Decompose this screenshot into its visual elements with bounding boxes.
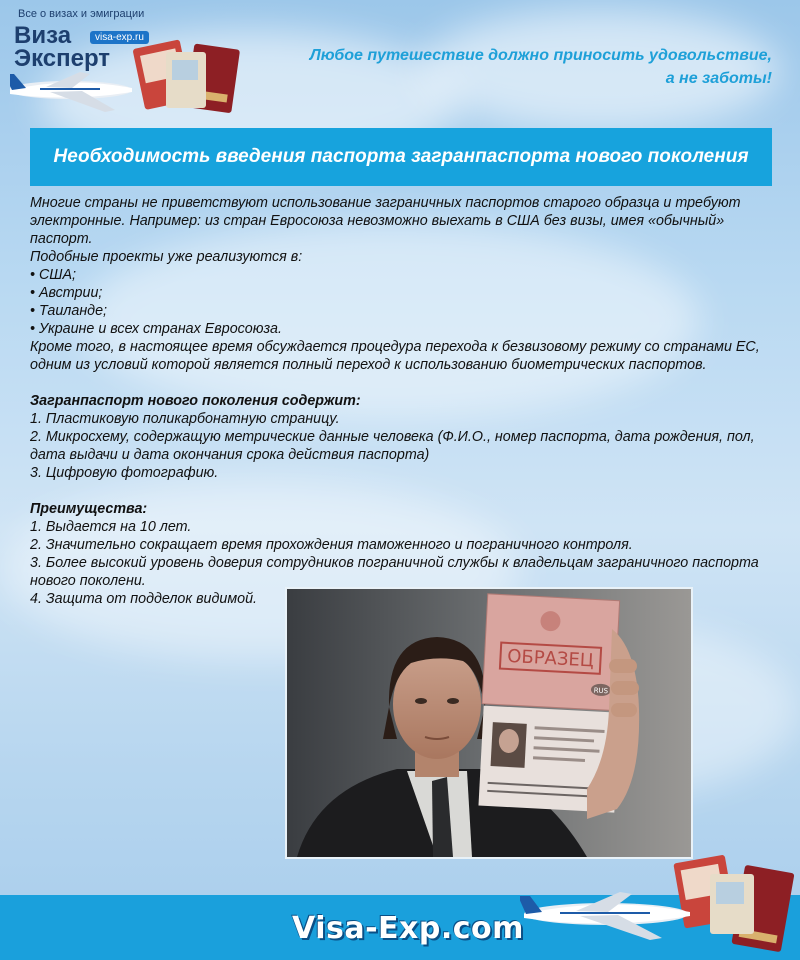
- article-body: [30, 194, 790, 608]
- logo-word-expert[interactable]: Эксперт: [14, 45, 111, 72]
- list-item: • Австрии;: [30, 285, 103, 301]
- article-title-bar: [30, 128, 772, 186]
- list-item: • США;: [30, 267, 76, 283]
- contents-heading: Загранпаспорт нового поколения содержит:: [30, 393, 361, 409]
- list-item: • Украине и всех странах Евросоюза.: [30, 321, 282, 337]
- logo-site-badge[interactable]: visa-exp.ru: [90, 31, 149, 44]
- passport-country-code: RUS: [593, 686, 609, 696]
- footer-brand[interactable]: Visa-Exp.com: [292, 911, 524, 946]
- spacer: [30, 482, 790, 500]
- advantages-heading: Преимущества:: [30, 501, 148, 517]
- list-item: 3. Цифровую фотографию.: [30, 465, 219, 481]
- slogan-line-1: Любое путешествие должно приносить удовольствие,: [309, 47, 772, 64]
- list-item: • Таиланде;: [30, 303, 108, 319]
- intro-paragraph: Многие страны не приветствуют использование заграничных паспортов старого образца и требуют электронные. Например: из стран Евросоюза невозможно выехать в США без визы, имея «обычный» паспорт.: [30, 195, 741, 247]
- list-item: 2. Значительно сокращает время прохождения таможенного и пограничного контроля.: [30, 537, 633, 553]
- footer-plane-passports-illustration: [520, 848, 800, 960]
- passport-stamp-text: ОБРАЗЕЦ: [506, 645, 595, 672]
- article-title: Необходимость введения паспорта загранпаспорта нового поколения: [53, 146, 749, 167]
- eu-note-paragraph: Кроме того, в настоящее время обсуждается процедура перехода к безвизовому режиму со странами ЕС, одним из условий которой является полный переход к использованию биометрических паспортов.: [30, 339, 760, 373]
- site-tagline: Все о визах и эмиграции: [18, 8, 145, 20]
- list-item: 4. Защита от подделок видимой.: [30, 591, 258, 607]
- list-item: 2. Микросхему, содержащую метрические данные человека (Ф.И.О., номер паспорта, дата рождения, пол, дата выдачи и дата окончания срока действия паспорта): [30, 429, 755, 463]
- projects-heading: Подобные проекты уже реализуются в:: [30, 249, 303, 265]
- list-item: 1. Пластиковую поликарбонатную страницу.: [30, 411, 340, 427]
- spacer: [30, 374, 790, 392]
- slogan-line-2: а не заботы!: [665, 70, 772, 87]
- logo-word-visa[interactable]: Виза: [14, 22, 72, 49]
- man-holding-biometric-passport-photo: [285, 587, 693, 859]
- list-item: 1. Выдается на 10 лет.: [30, 519, 192, 535]
- list-item: 3. Более высокий уровень доверия сотрудников пограничной службы к владельцам заграничного паспорта нового поколени.: [30, 555, 759, 589]
- header-slogan: [292, 44, 772, 90]
